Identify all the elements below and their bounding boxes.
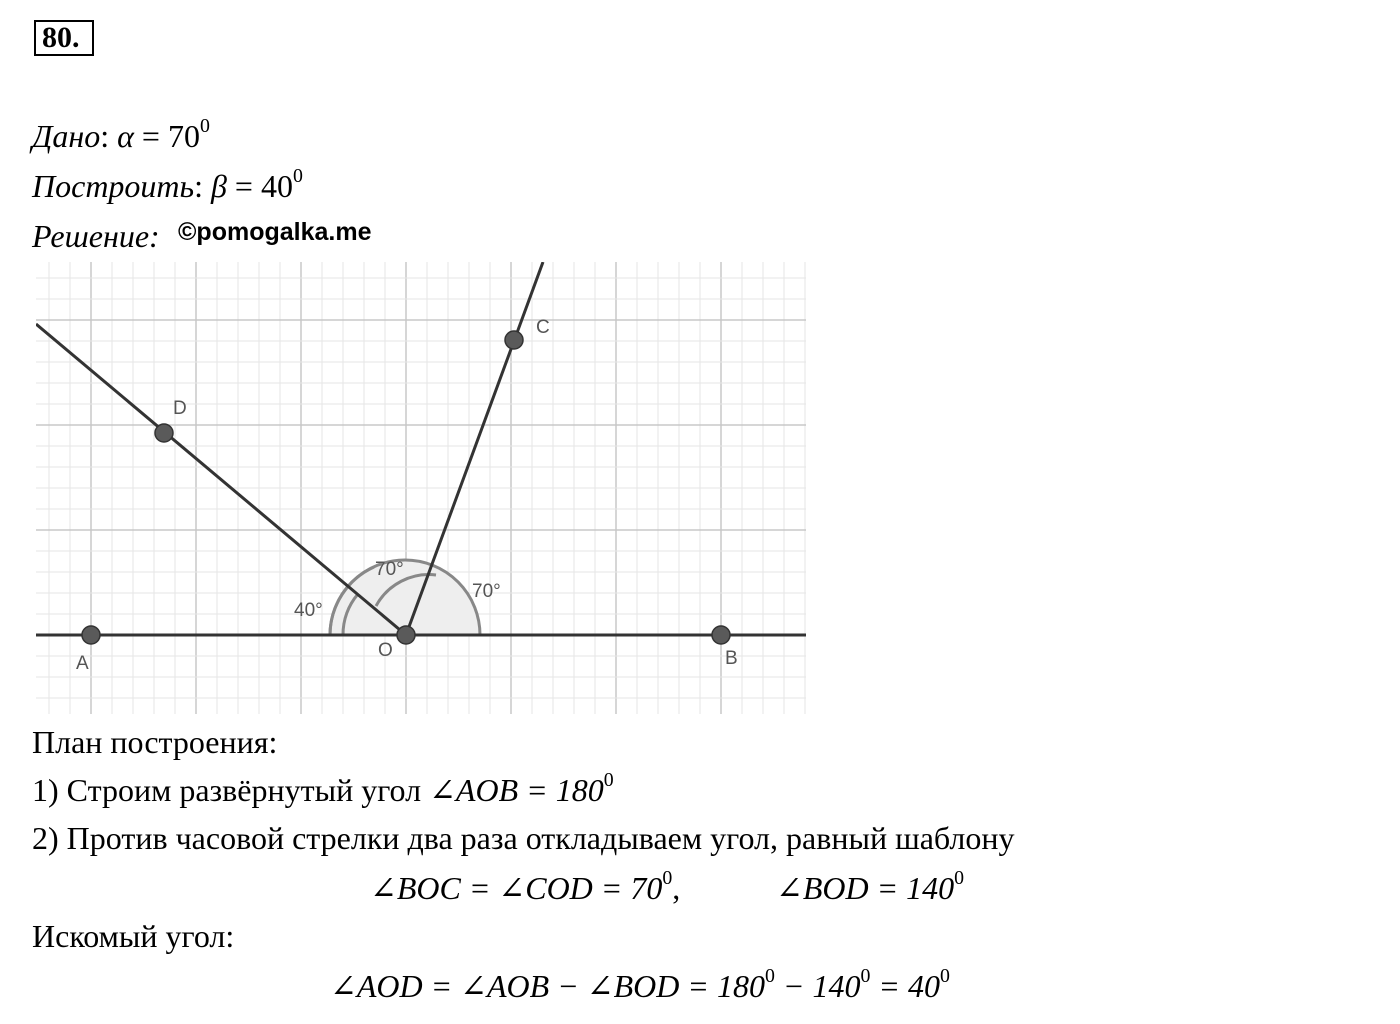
- answer-sup-3: 0: [939, 965, 950, 988]
- equation-bod: ∠BOD = 140: [776, 870, 955, 906]
- answer-title: Искомый угол:: [32, 918, 235, 954]
- construct-label: Построить: [32, 168, 195, 204]
- answer-part-1: ∠AOD = ∠AOB − ∠BOD = 180: [330, 968, 765, 1004]
- construct-line: [32, 166, 303, 211]
- equation-bod-degree: 0: [954, 867, 965, 890]
- given-line: [32, 116, 210, 161]
- answer-part-3: = 40: [870, 968, 940, 1004]
- label-o: O: [378, 640, 393, 661]
- point-b: [712, 626, 730, 644]
- equation-boc-cod: ∠BOC = ∠COD = 70: [370, 870, 663, 906]
- problem-number-dot: .: [72, 21, 80, 54]
- given-degree: 0: [199, 115, 210, 138]
- construct-variable: β: [210, 168, 227, 204]
- label-c: C: [536, 317, 550, 338]
- answer-sup-1: 0: [764, 965, 775, 988]
- plan-equation-1: [370, 868, 680, 913]
- plan-step-1-text: 1) Строим развёрнутый угол: [32, 772, 430, 808]
- equation-comma: ,: [672, 870, 681, 906]
- equation-boc-cod-degree: 0: [662, 867, 673, 890]
- given-variable: α: [117, 118, 134, 154]
- point-o: [397, 626, 415, 644]
- label-b: B: [725, 648, 738, 669]
- problem-number: [34, 20, 94, 56]
- point-d: [155, 424, 173, 442]
- problem-number-value: 80: [42, 21, 72, 54]
- plan-step-1: [32, 770, 614, 815]
- angle-aod-label: 40°: [294, 600, 323, 621]
- angle-cod-label: 70°: [375, 559, 404, 580]
- construction-figure: [36, 262, 806, 714]
- construct-value: = 40: [226, 168, 293, 204]
- given-value: = 70: [133, 118, 200, 154]
- label-a: A: [76, 653, 89, 674]
- solution-label: Решение:: [32, 218, 160, 254]
- given-separator: :: [100, 118, 118, 154]
- given-label: Дано: [32, 118, 101, 154]
- angle-template-semicircle: [330, 560, 480, 635]
- watermark: ©pomogalka.me: [178, 218, 372, 246]
- point-a: [82, 626, 100, 644]
- plan-title: План построения:: [32, 724, 278, 760]
- construct-degree: 0: [292, 165, 303, 188]
- plan-step-2: 2) Против часовой стрелки два раза откладываем угол, равный шаблону: [32, 820, 1015, 856]
- label-d: D: [173, 398, 187, 419]
- point-c: [505, 331, 523, 349]
- answer-part-2: − 140: [774, 968, 861, 1004]
- plan-step-1-math: ∠AOB = 180: [429, 772, 604, 808]
- plan-step-1-degree: 0: [603, 769, 614, 792]
- grid: [36, 262, 806, 714]
- angle-boc-label: 70°: [472, 581, 501, 602]
- plan-equation-2: [776, 868, 964, 913]
- construct-separator: :: [194, 168, 211, 204]
- answer-equation: [330, 966, 950, 1011]
- solution-line: [32, 216, 160, 256]
- answer-sup-2: 0: [860, 965, 871, 988]
